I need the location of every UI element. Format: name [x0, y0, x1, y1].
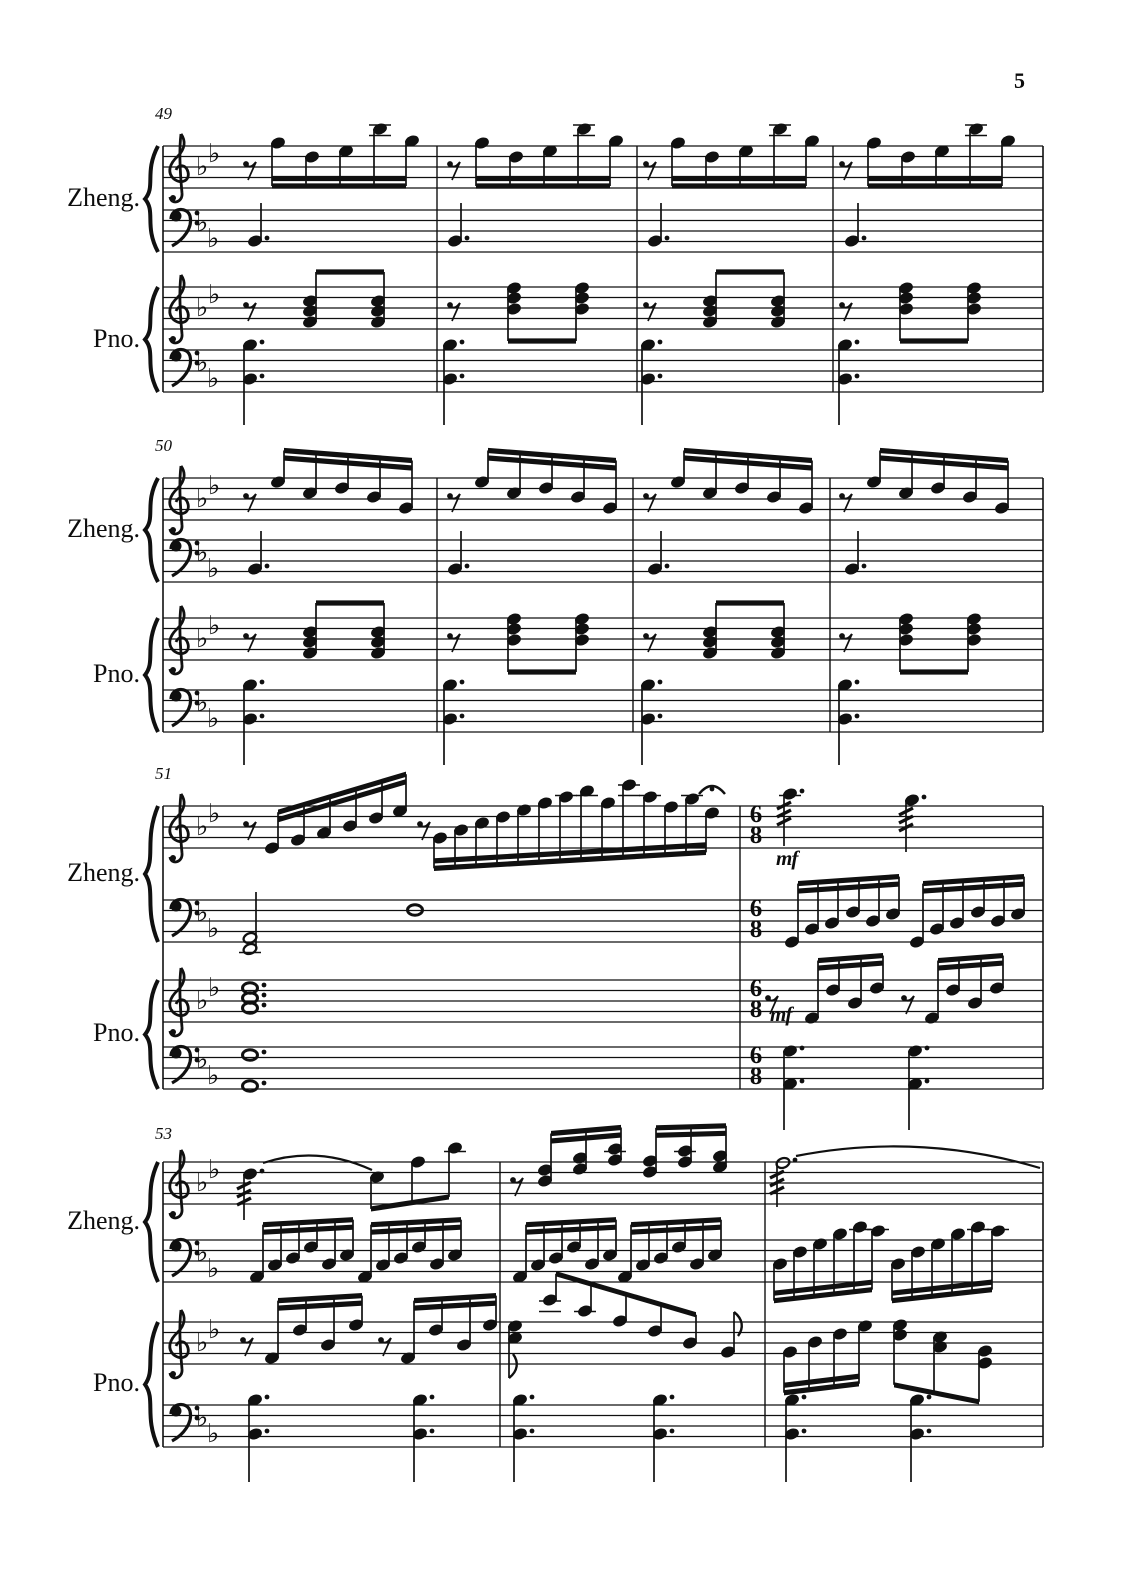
instrument-label-pno-3: Pno. [93, 1018, 140, 1047]
note [412, 1393, 434, 1482]
note [899, 793, 926, 852]
note [247, 1393, 269, 1482]
flat-icon: ♭ [196, 986, 209, 1016]
flat-icon: ♭ [207, 1419, 220, 1449]
treble-clef-icon [170, 466, 189, 534]
flat-icon: ♭ [208, 799, 221, 829]
flat-icon: ♭ [208, 471, 221, 501]
note [784, 1393, 806, 1482]
flat-icon: ♭ [196, 1045, 209, 1075]
flat-icon: ♭ [207, 554, 220, 584]
time-signature-denominator: 8 [749, 916, 763, 943]
note [652, 1393, 674, 1482]
flat-icon: ♭ [208, 973, 221, 1003]
flat-icon: ♭ [196, 1238, 209, 1268]
dynamic-mf-pno: mf [770, 1002, 792, 1026]
time-signature-denominator: 8 [749, 996, 763, 1023]
time-signature-pno-bass [743, 1042, 769, 1090]
beamed-note-group [506, 281, 590, 343]
treble-clef-icon [170, 275, 189, 343]
staff-bass [163, 1044, 1043, 1130]
beamed-note-group [784, 874, 901, 949]
beamed-note-group [892, 1318, 993, 1404]
flat-icon: ♭ [196, 538, 209, 568]
beamed-note-group [474, 448, 618, 515]
part-pno [145, 600, 1043, 765]
treble-clef-icon [170, 1150, 189, 1218]
flat-icon: ♭ [196, 688, 209, 718]
beamed-note-group [670, 448, 814, 515]
brace-icon [145, 618, 158, 732]
treble-clef-icon [170, 606, 189, 674]
key-signature-flats [196, 688, 219, 734]
flat-icon: ♭ [196, 484, 209, 514]
key-signature-flats [196, 1238, 219, 1284]
beamed-note-group [702, 269, 786, 328]
beamed-note-group [702, 600, 786, 659]
time-signature-pno-treble [743, 975, 769, 1023]
beamed-note-group [782, 1319, 873, 1395]
flat-icon: ♭ [196, 898, 209, 928]
note [647, 531, 669, 576]
staff-treble [163, 122, 1043, 202]
flat-icon: ♭ [208, 139, 221, 169]
brace-icon [145, 806, 158, 942]
time-signature-numerator: 6 [749, 1042, 763, 1069]
flat-icon: ♭ [196, 812, 209, 842]
beamed-note-group [804, 953, 885, 1025]
system-50 [145, 448, 1043, 765]
brace-icon [145, 1322, 158, 1447]
flat-icon: ♭ [196, 1168, 209, 1198]
part-zheng [145, 772, 1043, 956]
beamed-note-group [537, 1125, 626, 1188]
staff-treble [163, 772, 1043, 871]
note [844, 531, 866, 576]
treble-clef-icon [170, 134, 189, 202]
beamed-note-group [866, 448, 1010, 515]
staff-treble [163, 269, 1043, 343]
time-signature-numerator: 6 [749, 895, 763, 922]
beamed-note-group [270, 122, 420, 188]
measure-number-1: 49 [155, 104, 172, 123]
tie-slur [263, 1155, 372, 1170]
beamed-note-group [924, 953, 1005, 1025]
staff-treble [163, 1123, 1043, 1220]
note [243, 1050, 267, 1092]
beamed-note-group [369, 1141, 466, 1211]
beamed-note-group [866, 122, 1016, 188]
beamed-note-group [474, 122, 624, 188]
beamed-note-group [670, 122, 820, 188]
note [770, 1156, 797, 1207]
measure-number-3: 51 [155, 764, 172, 783]
flat-icon: ♭ [208, 1155, 221, 1185]
flat-icon: ♭ [208, 611, 221, 641]
brace-icon [145, 980, 158, 1089]
staff-treble [163, 600, 1043, 674]
brace-icon [145, 287, 158, 392]
note [239, 892, 261, 956]
instrument-label-zheng-1: Zheng. [67, 183, 140, 212]
part-pno [145, 269, 1043, 425]
flat-icon: ♭ [196, 1328, 209, 1358]
note [512, 1393, 534, 1482]
staff-bass [163, 678, 1043, 765]
note [507, 1319, 523, 1378]
time-signature-numerator: 6 [749, 801, 763, 828]
flat-icon: ♭ [208, 280, 221, 310]
time-signature-zheng-bass [743, 895, 769, 943]
flat-icon: ♭ [196, 624, 209, 654]
flat-icon: ♭ [196, 293, 209, 323]
dynamic-mf-zheng: mf [776, 846, 798, 870]
flat-icon: ♭ [196, 208, 209, 238]
system-53 [145, 1123, 1043, 1482]
treble-clef-icon [170, 1310, 189, 1378]
staff-treble [163, 953, 1043, 1036]
flat-icon: ♭ [207, 914, 220, 944]
treble-clef-icon [170, 968, 189, 1036]
flat-icon: ♭ [207, 1061, 220, 1091]
page-number: 5 [1014, 68, 1025, 93]
staff-bass [163, 1393, 1043, 1482]
beamed-note-group [909, 874, 1026, 949]
beamed-note-group [898, 612, 982, 674]
time-signature-denominator: 8 [749, 1063, 763, 1090]
part-zheng [145, 448, 1043, 584]
tie-slur [796, 1146, 1040, 1168]
beamed-note-group [539, 1271, 698, 1350]
flat-icon: ♭ [207, 224, 220, 254]
key-signature-flats [196, 1045, 219, 1091]
beamed-note-group [772, 1220, 889, 1303]
staff-bass [163, 338, 1043, 425]
beamed-note-group [432, 778, 720, 871]
note [909, 1393, 931, 1482]
flat-icon: ♭ [207, 364, 220, 394]
part-pno [145, 953, 1043, 1130]
key-signature-flats [196, 898, 219, 944]
instrument-label-pno-4: Pno. [93, 1368, 140, 1397]
flat-icon: ♭ [196, 348, 209, 378]
time-signature-denominator: 8 [749, 822, 763, 849]
beamed-note-group [890, 1220, 1009, 1303]
brace-icon [145, 478, 158, 582]
system-49 [145, 122, 1043, 425]
beamed-note-group [642, 1123, 728, 1178]
flat-icon: ♭ [196, 152, 209, 182]
note [247, 531, 269, 576]
staff-treble [163, 448, 1043, 534]
part-zheng [145, 1123, 1043, 1303]
beamed-note-group [264, 772, 408, 855]
measure-number-2: 50 [155, 436, 172, 455]
flat-icon: ♭ [207, 1254, 220, 1284]
key-signature-flats [196, 1403, 219, 1449]
flat-icon: ♭ [208, 1315, 221, 1345]
beamed-note-group [302, 600, 386, 659]
beamed-note-group [898, 281, 982, 343]
fermata-icon [699, 786, 725, 794]
brace-icon [145, 146, 158, 252]
staff-bass [163, 203, 1043, 254]
instrument-label-pno-1: Pno. [93, 324, 140, 353]
flat-icon: ♭ [207, 704, 220, 734]
beamed-note-group [302, 269, 386, 328]
key-signature-flats [196, 208, 219, 254]
instrument-label-zheng-2: Zheng. [67, 514, 140, 543]
staff-bass [163, 531, 1043, 584]
instrument-label-zheng-4: Zheng. [67, 1206, 140, 1235]
measure-number-4: 53 [155, 1124, 172, 1143]
beamed-note-group [506, 612, 590, 674]
part-pno [145, 1271, 1043, 1482]
time-signature-numerator: 6 [749, 975, 763, 1002]
beamed-note-group [270, 448, 414, 515]
staff-bass [163, 874, 1043, 956]
key-signature-flats [196, 348, 219, 394]
time-signature-zheng-treble [743, 801, 769, 849]
note [720, 1312, 742, 1359]
staff-bass [163, 1217, 1043, 1303]
key-signature-flats [196, 538, 219, 584]
part-zheng [145, 122, 1043, 254]
system-51 [145, 772, 1043, 1130]
treble-clef-icon [170, 794, 189, 862]
note [447, 531, 469, 576]
note [243, 983, 267, 1014]
instrument-label-zheng-3: Zheng. [67, 858, 140, 887]
flat-icon: ♭ [196, 1403, 209, 1433]
instrument-label-pno-2: Pno. [93, 659, 140, 688]
brace-icon [145, 1162, 158, 1282]
